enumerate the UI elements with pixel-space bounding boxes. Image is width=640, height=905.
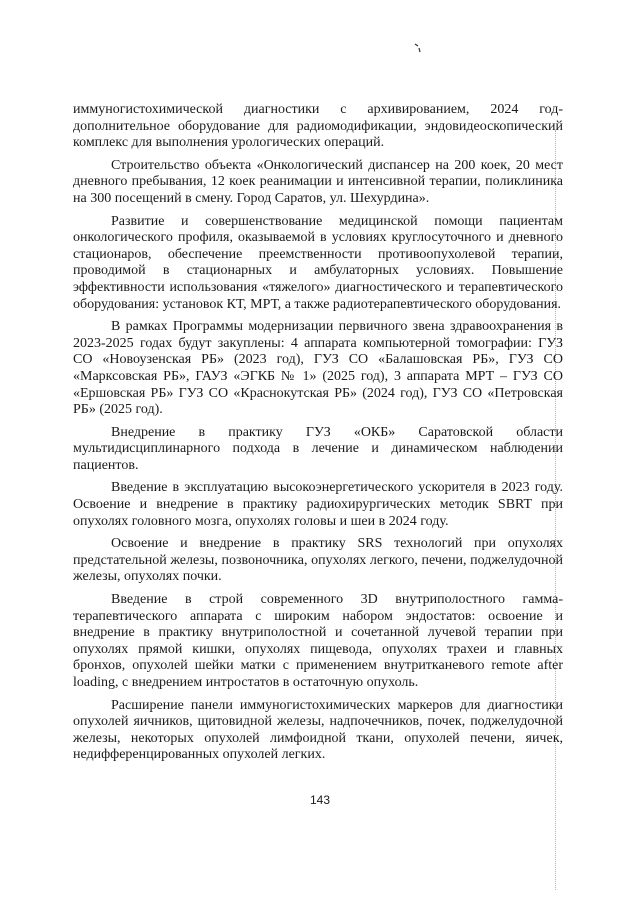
scan-mark — [414, 40, 422, 50]
paragraph-4: В рамках Программы модернизации первичного звена здравоохранения в 2023-2025 годах будут закуплены: 4 аппарата компьютерной томографии: ГУЗ СО «Новоузенская РБ» (2023 год), ГУЗ СО «Балашовская РБ», ГУЗ СО «Марксовская РБ», ГАУЗ «ЭГКБ № 1» (2025 год), 3 аппарата МРТ – ГУЗ СО «Ершовская РБ» ГУЗ СО «Краснокутская РБ» (2024 год), ГУЗ СО «Петровская РБ» (2025 год). — [73, 319, 563, 418]
paragraph-2: Строительство объекта «Онкологический диспансер на 200 коек, 20 мест дневного пребывания, 12 коек реанимации и интенсивной терапии, поликлиника на 300 посещений в смену. Город Саратов, ул. Шехурдина». — [73, 157, 563, 206]
paragraph-9: Расширение панели иммуногистохимических маркеров для диагностики опухолей яичников, щитовидной железы, надпочечников, почек, поджелудочной железы, некоторых опухолей лимфоидной ткани, опухолей печени, яичек, недифференцированных опухолей легких. — [73, 697, 563, 763]
paragraph-5: Внедрение в практику ГУЗ «ОКБ» Саратовской области мультидисциплинарного подхода в лечение и динамическом наблюдении пациентов. — [73, 424, 563, 473]
page-number: 143 — [309, 793, 331, 807]
document-page — [73, 102, 563, 770]
paragraph-6: Введение в эксплуатацию высокоэнергетического ускорителя в 2023 году. Освоение и внедрение в практику радиохирургических методик SBRT при опухолях головного мозга, опухолях головы и шеи в 2024 году. — [73, 480, 563, 529]
paragraph-3: Развитие и совершенствование медицинской помощи пациентам онкологического профиля, оказываемой в условиях круглосуточного и дневного стационаров, обеспечение преемственности противоопухолевой терапии, проводимой в стационарных и амбулаторных условиях. Повышение эффективности использования «тяжелого» диагностического и терапевтического оборудования: установок КТ, МРТ, а также радиотерапевтического оборудования. — [73, 213, 563, 312]
paragraph-1: иммуногистохимической диагностики с архивированием, 2024 год- дополнительное оборудование для радиомодификации, эндовидеоскопический комплекс для выполнения урологических операций. — [73, 102, 563, 151]
paragraph-7: Освоение и внедрение в практику SRS технологий при опухолях предстательной железы, позвоночника, опухолях легкого, печени, поджелудочной железы, опухолях почки. — [73, 536, 563, 585]
paragraph-8: Введение в строй современного 3D внутриполостного гамма-терапевтического аппарата с широким набором эндостатов: освоение и внедрение в практику внутриполостной и сочетанной лучевой терапии при опухолях прямой кишки, опухолях пищевода, опухолях трахеи и главных бронхов, опухолей шейки матки с применением внутритканевого remote after loading, с внедрением интростатов в остаточную опухоль. — [73, 592, 563, 690]
